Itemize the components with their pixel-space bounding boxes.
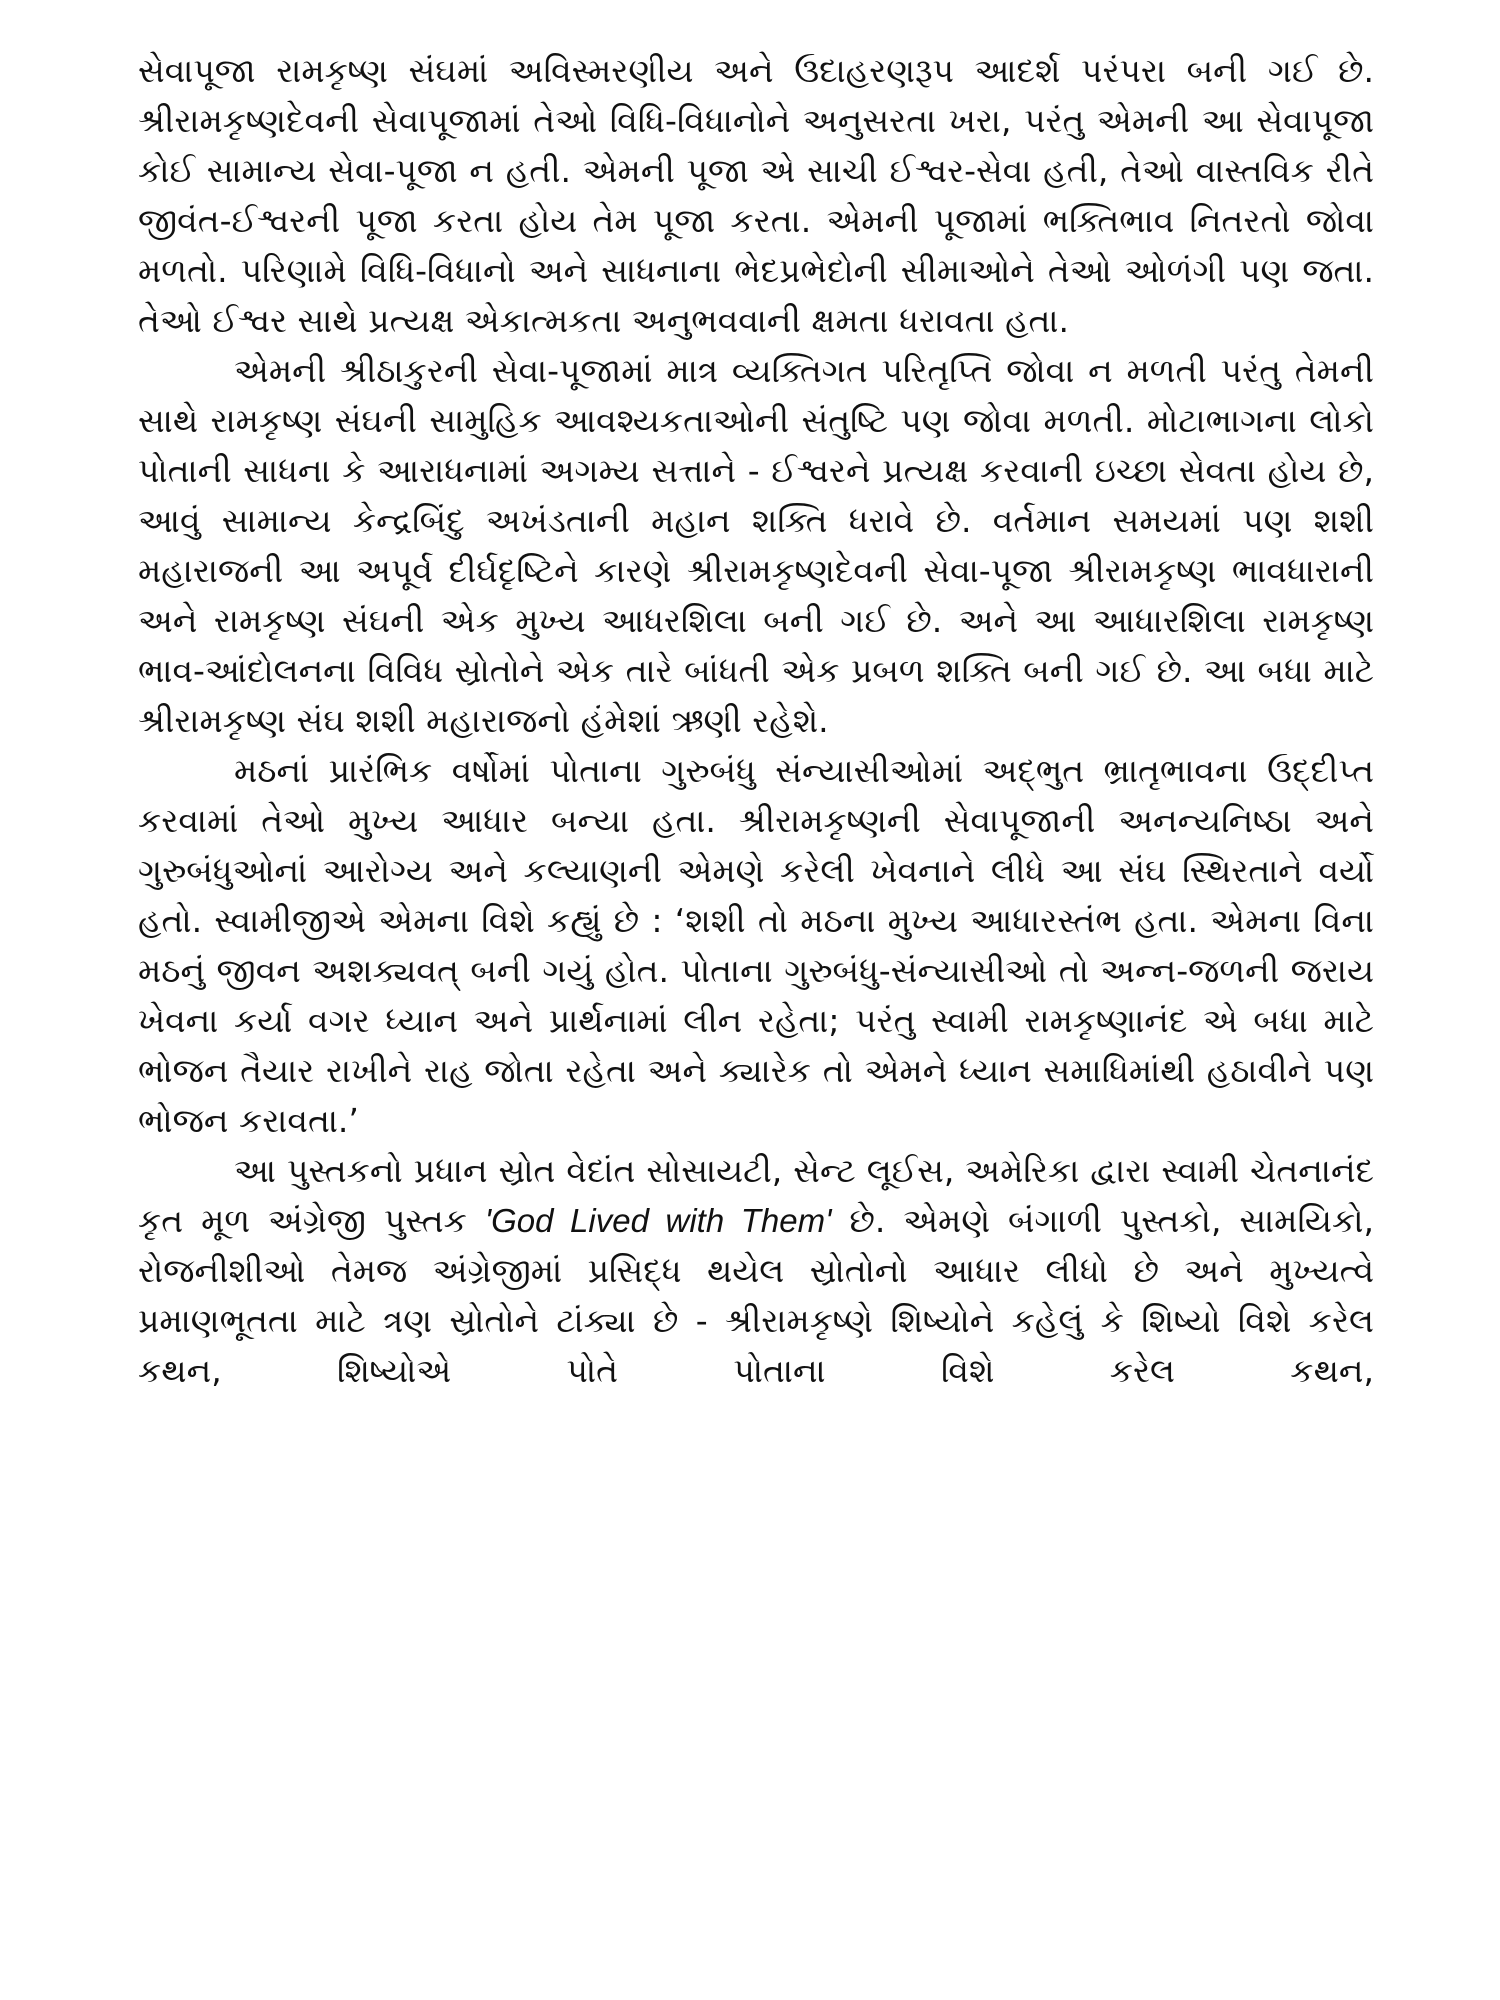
book-title-english: 'God Lived with Them' — [484, 1202, 832, 1239]
paragraph-2: એમની શ્રીઠાકુરની સેવા-પૂજામાં માત્ર વ્યક્તિગત પરિતૃપ્તિ જોવા ન મળતી પરંતુ તેમની સાથે રામકૃષ્ણ સંઘની સામુહિક આવશ્યકતાઓની સંતુષ્ટિ પણ જોવા મળતી. મોટાભાગના લોકો પોતાની સાધના કે આરાધનામાં અગમ્ય સત્તાને - ઈશ્વરને પ્રત્યક્ષ કરવાની ઇચ્છા સેવતા હોય છે, આવું સામાન્ય કેન્દ્રબિંદુ અખંડતાની મહાન શક્તિ ધરાવે છે. વર્તમાન સમયમાં પણ શશી મહારાજની આ અપૂર્વ દીર્ઘદૃષ્ટિને કારણે શ્રીરામકૃષ્ણદેવની સેવા-પૂજા શ્રીરામકૃષ્ણ ભાવધારાની અને રામકૃષ્ણ સંઘની એક મુખ્ય આધરશિલા બની ગઈ છે. અને આ આધારશિલા રામકૃષ્ણ ભાવ-આંદોલનના વિવિધ સ્રોતોને એક તારે બાંધતી એક પ્રબળ શક્તિ બની ગઈ છે. આ બધા માટે શ્રીરામકૃષ્ણ સંઘ શશી મહારાજનો હંમેશાં ઋણી રહેશે. — [138, 351, 1374, 740]
paragraph-4-text-before: આ પુસ્તકનો પ્રધાન સ્રોત વેદાંત સોસાયટી, સેન્ટ લૂઈસ, અમેરિકા દ્વારા સ્વામી ચેતનાનંદ કૃત મૂળ અંગ્રેજી પુસ્તક — [138, 1151, 1374, 1240]
paragraph-1: સેવાપૂજા રામકૃષ્ણ સંઘમાં અવિસ્મરણીય અને ઉદાહરણરૂપ આદર્શ પરંપરા બની ગઈ છે. શ્રીરામકૃષ્ણદેવની સેવાપૂજામાં તેઓ વિધિ-વિધાનોને અનુસરતા ખરા, પરંતુ એમની આ સેવાપૂજા કોઈ સામાન્ય સેવા-પૂજા ન હતી. એમની પૂજા એ સાચી ઈશ્વર-સેવા હતી, તેઓ વાસ્તવિક રીતે જીવંત-ઈશ્વરની પૂજા કરતા હોય તેમ પૂજા કરતા. એમની પૂજામાં ભક્તિભાવ નિતરતો જોવા મળતો. પરિણામે વિધિ-વિધાનો અને સાધનાના ભેદપ્રભેદોની સીમાઓને તેઓ ઓળંગી પણ જતા. તેઓ ઈશ્વર સાથે પ્રત્યક્ષ એકાત્મકતા અનુભવવાની ક્ષમતા ધરાવતા હતા. — [138, 51, 1374, 340]
paragraph-3: મઠનાં પ્રારંભિક વર્ષોમાં પોતાના ગુરુબંધુ સંન્યાસીઓમાં અદ્‌ભુત ભ્રાતૃભાવના ઉદ્દીપ્ત કરવામાં તેઓ મુખ્ય આધાર બન્યા હતા. શ્રીરામકૃષ્ણની સેવાપૂજાની અનન્યનિષ્ઠા અને ગુરુબંધુઓનાં આરોગ્ય અને કલ્યાણની એમણે કરેલી ખેવનાને લીધે આ સંઘ સ્થિરતાને વર્યો હતો. સ્વામીજીએ એમના વિશે કહ્યું છે : ‘શશી તો મઠના મુખ્ય આધારસ્તંભ હતા. એમના વિના મઠનું જીવન અશક્યવત્‌ બની ગયું હોત. પોતાના ગુરુબંધુ-સંન્યાસીઓ તો અન્ન-જળની જરાય ખેવના કર્યા વગર ધ્યાન અને પ્રાર્થનામાં લીન રહેતા; પરંતુ સ્વામી રામકૃષ્ણાનંદ એ બધા માટે ભોજન તૈયાર રાખીને રાહ જોતા રહેતા અને ક્યારેક તો એમને ધ્યાન સમાધિમાંથી હઠાવીને પણ ભોજન કરાવતા.’ — [138, 751, 1374, 1140]
paragraph-4-text-after: છે. એમણે બંગાળી પુસ્તકો, સામયિકો, રોજનીશીઓ તેમજ અંગ્રેજીમાં પ્રસિદ્ધ થયેલ સ્રોતોનો આધાર લીધો છે અને મુખ્યત્વે પ્રમાણભૂતતા માટે ત્રણ સ્રોતોને ટાંક્યા છે - શ્રીરામકૃષ્ણે શિષ્યોને કહેલું કે શિષ્યો વિશે કરેલ કથન, શિષ્યોએ પોતે પોતાના વિશે કરેલ કથન, — [138, 1201, 1374, 1390]
paragraph-4 — [138, 1146, 1374, 1396]
document-page — [138, 46, 1374, 1396]
